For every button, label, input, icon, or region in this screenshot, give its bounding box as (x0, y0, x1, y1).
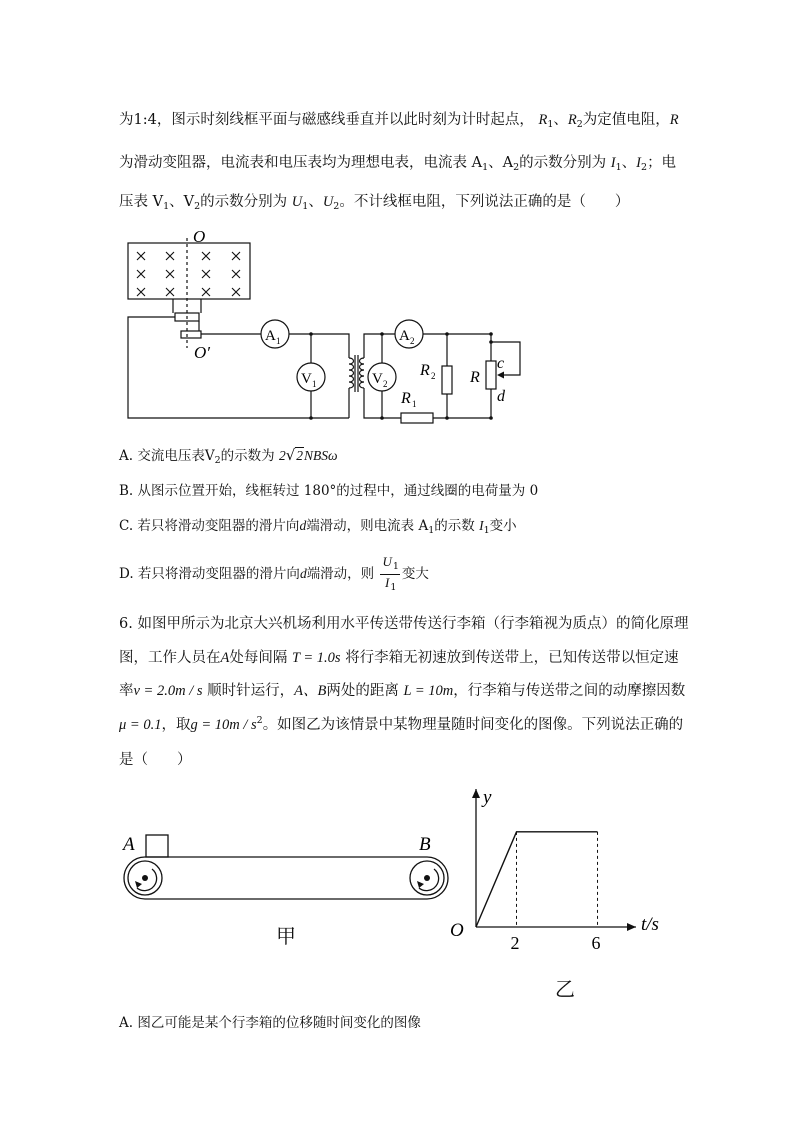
v-sub: 2 (214, 455, 221, 466)
u2-sub: 2 (333, 201, 340, 212)
option-text: 端滑动，则电流表 (306, 518, 415, 534)
p5-option-a: A. 交流电压表$V_2$的示数为 2√2NBSω (119, 446, 338, 466)
i-symbol: I (385, 575, 390, 590)
r2-label-sub: 2 (431, 371, 436, 381)
voltmeter-v1-sub: 1 (312, 379, 317, 389)
formula-tail: NBSω (304, 448, 338, 463)
t-equation: T = 1.0s (291, 650, 341, 666)
ammeter-a2-sub: 2 (410, 336, 415, 346)
a-sub: 1 (428, 525, 435, 536)
option-text: 的示数 (434, 518, 475, 534)
r-symbol: R (669, 112, 679, 128)
x-axis-arrow (627, 923, 636, 931)
ammeter-a2-label: A (399, 328, 410, 344)
r2-sub: 2 (576, 119, 583, 130)
p6-stem-text: 。如图乙为该情景中某物理量随时间变化的图像。下列说法正确的 (262, 717, 684, 733)
voltmeter-v1-label: V (301, 371, 312, 387)
mu-equation: μ = 0.1 (119, 717, 162, 733)
origin-label: O (450, 920, 464, 941)
a-symbol: A (502, 155, 514, 171)
p5-stem-text: 为滑动变阻器，电流表和电压表均为理想电表，电流表 (119, 155, 467, 171)
option-text: C. 若只将滑动变阻器的滑片向 (119, 518, 300, 534)
p5-stem-text: 的示数分别为 (519, 155, 607, 171)
u1-sub: 1 (302, 201, 309, 212)
option-text: D. 若只将滑动变阻器的滑片向 (119, 566, 300, 582)
ab-symbols: A、B (294, 683, 327, 699)
i1-sub: 1 (615, 162, 622, 173)
ammeter-a1-label: A (265, 328, 276, 344)
axis-label-o: O (193, 227, 206, 246)
point-b-label: B (419, 834, 431, 855)
l-equation: L = 10m (403, 683, 454, 699)
x-axis-label: t/s (641, 914, 659, 935)
p5-stem-text: 为1:4，图示时刻线框平面与磁感线垂直并以此时刻为计时起点， (119, 112, 534, 128)
v-symbol: V (183, 194, 195, 210)
v2-sub: 2 (194, 201, 201, 212)
option-text: 端滑动，则 (306, 566, 375, 582)
voltmeter-v2-sub: 2 (383, 379, 388, 389)
separator: 、 (308, 194, 323, 210)
a-symbol: A (471, 155, 483, 171)
r1-sub: 1 (547, 119, 554, 130)
x-tick-label: 6 (591, 933, 601, 953)
sqrt-radicand: 2 (296, 448, 303, 463)
point-a-label: A (123, 834, 135, 855)
u-symbol: U (291, 194, 303, 210)
p6-stem-text: 两处的距离 (326, 683, 399, 699)
separator: 、 (169, 194, 184, 210)
series-line (476, 832, 598, 927)
i2-sub: 2 (641, 162, 648, 173)
a1-sub: 1 (482, 162, 489, 173)
d-symbol: d (299, 518, 307, 533)
subfig-label-yi: 乙 (555, 977, 575, 1001)
u-symbol: U (382, 554, 392, 569)
option-text: A. 图乙可能是某个行李箱的位移随时间变化的图像 (119, 1015, 421, 1031)
p5-stem-text: 压表 (119, 194, 148, 210)
p5-stem-text: ；电 (647, 155, 677, 171)
p6-option-a (119, 1011, 421, 1031)
p6-stem-text: 顺时针运行， (207, 683, 295, 699)
axis-label-o-prime: O′ (194, 343, 210, 362)
terminal-c-label: c (497, 355, 505, 372)
separator: 、 (553, 112, 568, 128)
v-symbol: V (204, 448, 215, 464)
i-symbol: I (636, 155, 642, 171)
p6-stem-text: ，行李箱与传送带之间的动摩擦因数 (453, 683, 686, 699)
v-symbol: V (152, 194, 164, 210)
p6-stem-text: ，取 (161, 717, 191, 733)
v1-sub: 1 (163, 201, 170, 212)
r1-symbol: R (538, 112, 548, 128)
option-text: 变小 (489, 518, 517, 534)
i-sub: 1 (483, 525, 490, 536)
option-text: B. 从图示位置开始，线框转过 180°的过程中，通过线圈的电荷量为 0 (119, 483, 539, 499)
r1-label-sub: 1 (412, 399, 417, 409)
p6-stem-text: 是（ ） (119, 752, 192, 768)
p6-stem-text: 6. 如图甲所示为北京大兴机场利用水平传送带传送行李箱（行李箱视为质点）的简化原理 (119, 616, 689, 632)
terminal-d-label: d (497, 388, 505, 405)
p5-stem-text: 为定值电阻， (582, 112, 670, 128)
u-sub: 1 (392, 561, 399, 572)
y-axis-arrow (472, 789, 480, 798)
i-symbol: I (479, 518, 484, 533)
separator: 、 (621, 155, 637, 171)
x-tick-label: 2 (510, 933, 520, 953)
p6-stem-text: 处每间隔 (229, 650, 288, 666)
g-sup: 2 (256, 715, 263, 726)
y-axis-label: y (483, 787, 492, 808)
d-symbol: d (299, 566, 307, 581)
u-symbol: U (322, 194, 334, 210)
option-text: 的示数为 (220, 448, 275, 464)
i-sub: 1 (390, 582, 397, 593)
ammeter-a1-sub: 1 (276, 336, 281, 346)
i-symbol: I (610, 155, 616, 171)
g-equation: g = 10m / s (190, 717, 257, 733)
r-label: R (470, 369, 480, 386)
a-symbol: A (418, 518, 429, 534)
option-text: A. 交流电压表 (119, 448, 205, 464)
separator: 、 (488, 155, 503, 171)
a2-sub: 2 (513, 162, 520, 173)
r2-label: R (420, 362, 430, 379)
point-a-symbol: A (220, 650, 230, 666)
option-text: 变大 (401, 566, 429, 582)
p5-stem-text: 。不计线框电阻，下列说法正确的是（ ） (339, 194, 630, 210)
subfig-label-jia: 甲 (276, 924, 296, 948)
r1-label: R (401, 390, 411, 407)
p6-stem-text: 将行李箱无初速放到传送带上，已知传送带以恒定速 (345, 650, 679, 666)
p5-stem-text: 的示数分别为 (200, 194, 288, 210)
p6-stem-text: 率 (119, 683, 134, 699)
v-equation: v = 2.0m / s (133, 683, 203, 699)
voltmeter-v2-label: V (372, 371, 383, 387)
r2-symbol: R (567, 112, 577, 128)
coefficient: 2 (278, 448, 286, 463)
p6-stem-text: 图，工作人员在 (119, 650, 221, 666)
